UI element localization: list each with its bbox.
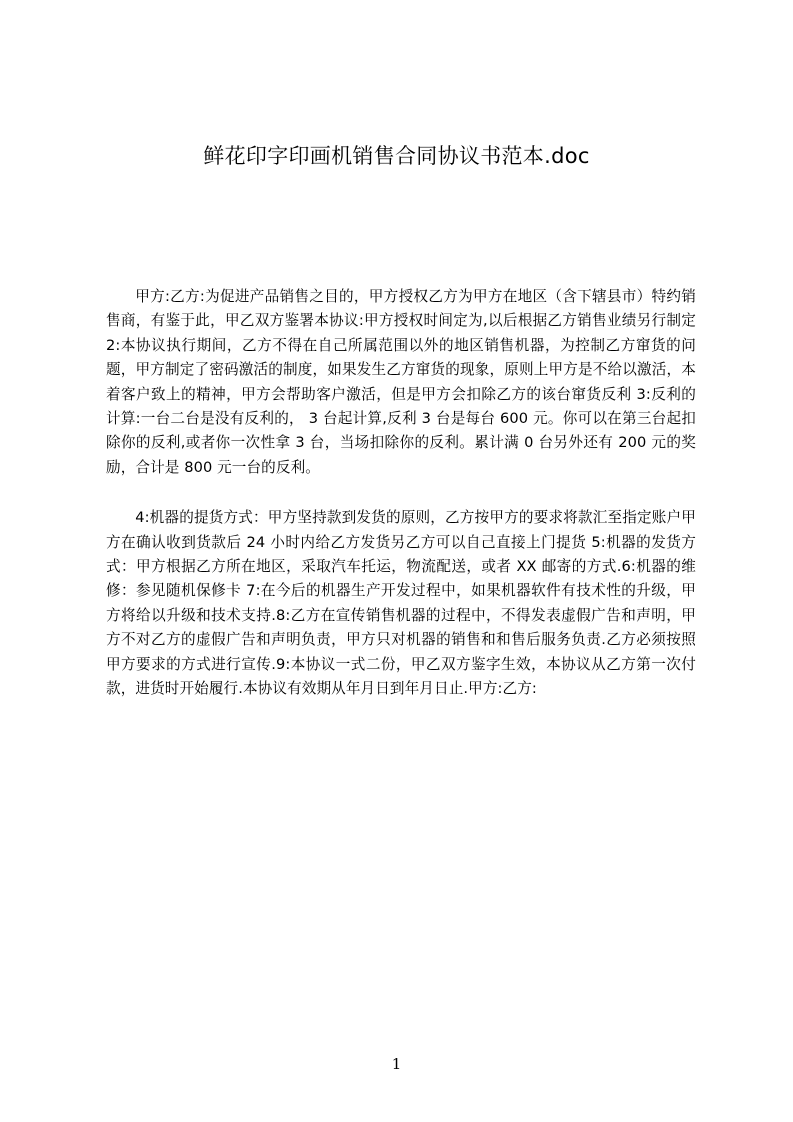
paragraph-1: 甲方:乙方:为促进产品销售之目的，甲方授权乙方为甲方在地区（含下辖县市）特约销售商，有鉴于此，甲乙双方鉴署本协议:甲方授权时间定为,以后根据乙方销售业绩另行制定 2:本协议执行期间，乙方不得在自己所属范围以外的地区销售机器，为控制乙方窜货的问题，甲方制定了密码激活的制度，如果发生乙方窜货的现象，原则上甲方是不给以激活，本着客户致上的精神，甲方会帮助客户激活，但是甲方会扣除乙方的该台窜货反利 3:反利的计算:一台二台是没有反利的， 3 台起计算,反利 3 台是每台 600 元。你可以在第三台起扣除你的反利,或者你一次性拿 3 台，当场扣除你的反利。累计满 0 台另外还有 200 元的奖励，合计是 800 元一台的反利。 [106, 288, 696, 476]
paragraph-2: 4:机器的提货方式：甲方坚持款到发货的原则，乙方按甲方的要求将款汇至指定账户甲方在确认收到货款后 24 小时内给乙方发货另乙方可以自己直接上门提货 5:机器的发货方式：甲方根据乙方所在地区，采取汽车托运，物流配送，或者 XX 邮寄的方式.6:机器的维修：参见随机保修卡 7:在今后的机器生产开发过程中，如果机器软件有技术性的升级，甲方将给以升级和技术支持.8:乙方在宣传销售机器的过程中，不得发表虚假广告和声明，甲方不对乙方的虚假广告和声明负责，甲方只对机器的销售和和售后服务负责.乙方必须按照甲方要求的方式进行宣传.9:本协议一式二份，甲乙双方鉴字生效，本协议从乙方第一次付款，进货时开始履行.本协议有效期从年月日到年月日止.甲方:乙方: [106, 509, 696, 698]
document-body [106, 285, 696, 805]
page-number: 1 [391, 1055, 402, 1073]
document-title: 鲜花印字印画机销售合同协议书范本.doc [203, 144, 590, 168]
